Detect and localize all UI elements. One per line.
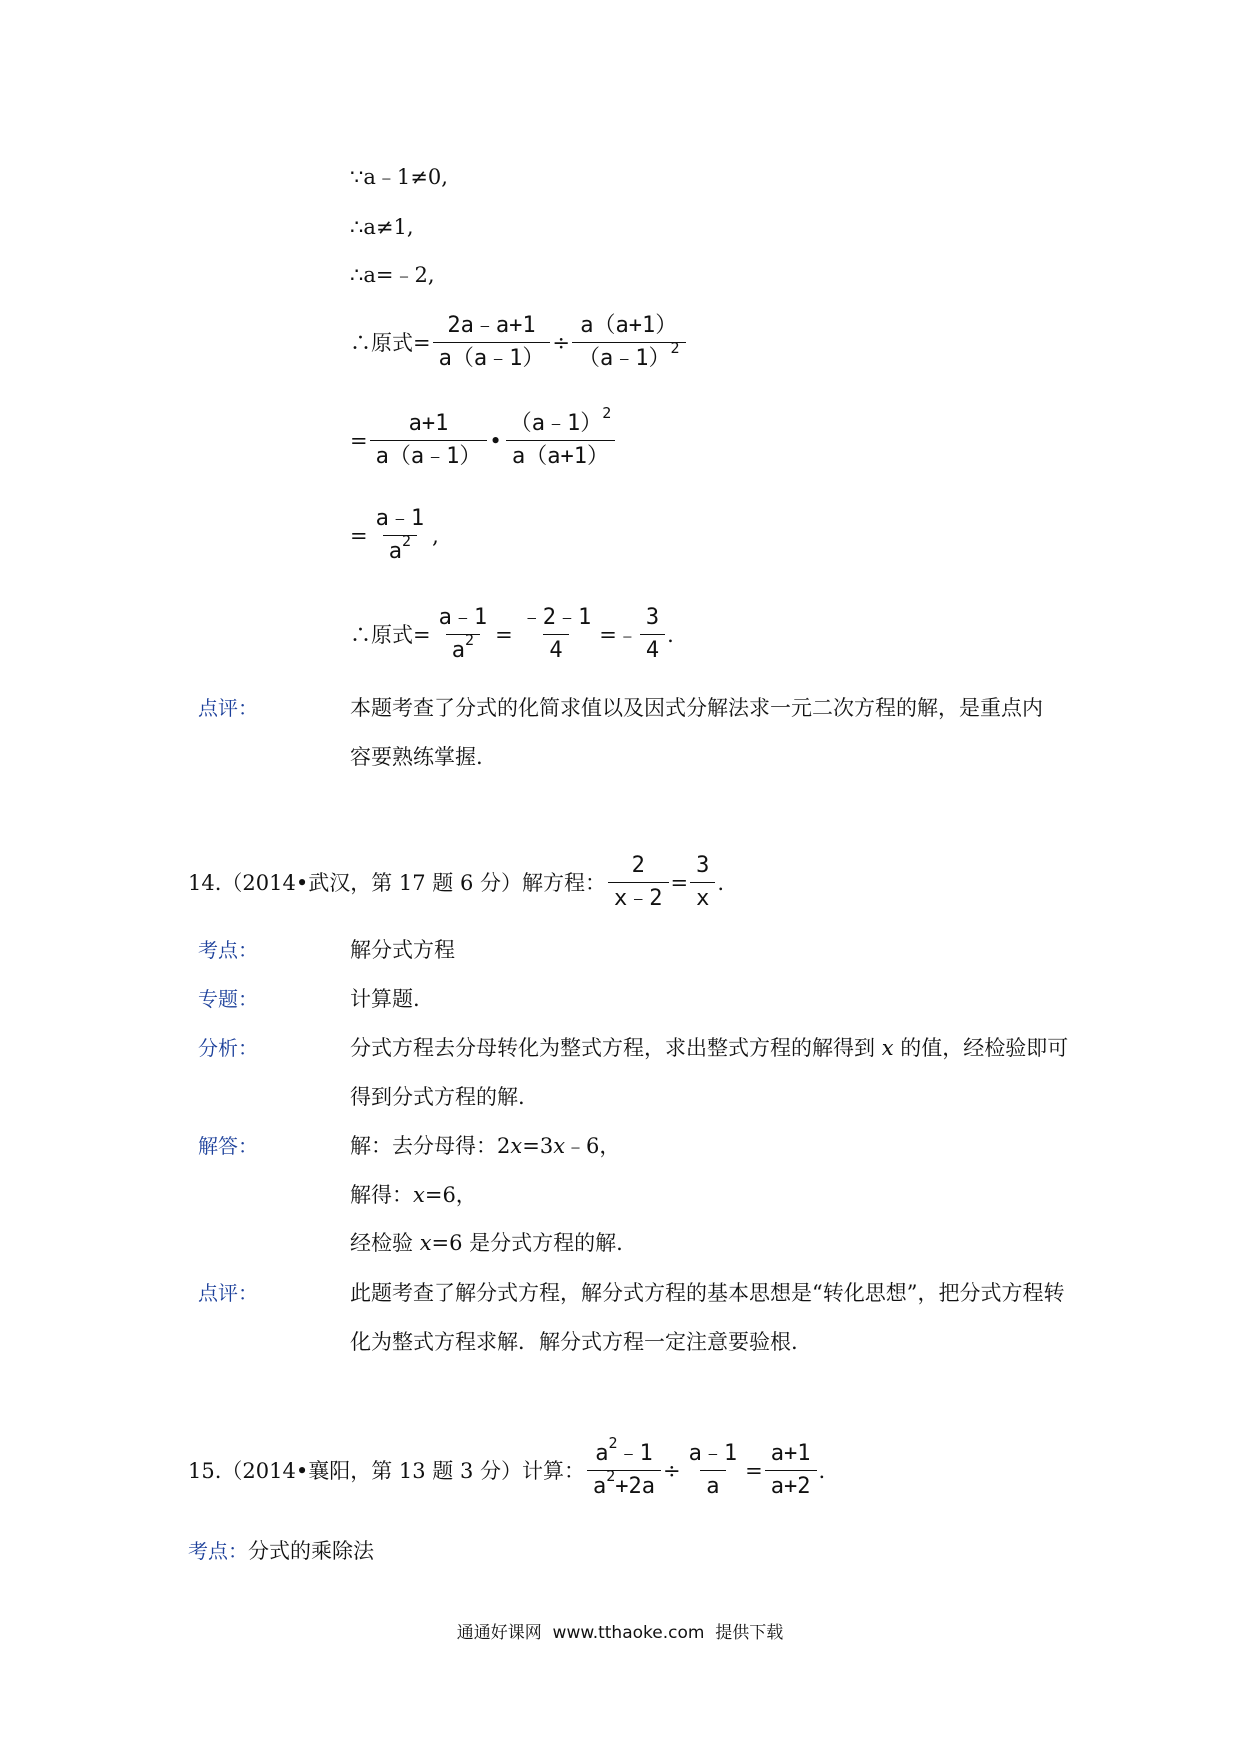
step2-f2-denominator: a（a+1） <box>506 440 615 471</box>
step4-tail: . <box>667 622 674 647</box>
q14-jieda-line-3 <box>350 1228 623 1258</box>
q15-fraction-2 <box>683 1440 744 1501</box>
q15-f1-den-base: a <box>593 1474 607 1499</box>
q14-f2-numerator: 3 <box>696 853 710 878</box>
q15-f1-den-exponent: 2 <box>606 1467 616 1485</box>
q15-heading <box>188 1434 826 1501</box>
step4-f2-numerator: ﹣2﹣1 <box>520 605 592 630</box>
solution-step-2 <box>350 404 619 471</box>
step4-fraction-2 <box>515 604 598 665</box>
step2-f2-num-exponent: 2 <box>602 404 612 422</box>
step4-fraction-3 <box>640 604 665 665</box>
review13-line-2: 容要熟练掌握. <box>350 745 483 769</box>
step4-f1-denominator <box>446 631 480 665</box>
q14-jieda-var-3: x <box>413 1183 425 1207</box>
q15-prefix: 15.（2014•襄阳，第 13 题 3 分）计算： <box>188 1458 586 1483</box>
q14-dianping-line-2: 化为整式方程求解．解分式方程一定注意要验根. <box>350 1330 798 1354</box>
q14-fenxi-1a: 分式方程去分母转化为整式方程，求出整式方程的解得到 <box>350 1036 882 1060</box>
review13-line-1: 本题考查了分式的化简求值以及因式分解法求一元二次方程的解，是重点内 <box>350 696 1043 720</box>
q15-equals: = <box>745 1458 763 1483</box>
q14-jieda-1b: =3 <box>522 1134 554 1158</box>
step1-operator: ÷ <box>552 330 570 355</box>
q14-jieda-var-4: x <box>419 1231 432 1255</box>
solution-step-3 <box>350 505 439 566</box>
step4-f1-den-base: a <box>451 638 465 663</box>
q15-f2-denominator: a <box>700 1470 725 1501</box>
q14-jieda-line-2 <box>350 1180 477 1210</box>
q14-fenxi-label: 分析： <box>198 1036 258 1060</box>
q14-fenxi-line-1 <box>350 1033 1068 1063</box>
step4-f1-numerator: a﹣1 <box>438 605 488 630</box>
q14-jieda-3b: =6 是分式方程的解. <box>431 1231 623 1255</box>
step4-f3-denominator: 4 <box>640 634 665 665</box>
q14-fenxi-line-2: 得到分式方程的解. <box>350 1085 525 1109</box>
step1-lead: ∴原式= <box>350 330 431 355</box>
q14-fenxi-1b: 的值，经检验即可 <box>893 1036 1069 1060</box>
step1-f2-den-base: （a﹣1） <box>577 346 671 371</box>
review13-label: 点评： <box>198 696 258 720</box>
step3-numerator: a﹣1 <box>375 506 425 531</box>
q15-operator: ÷ <box>663 1458 681 1483</box>
step2-f2-numerator <box>504 404 618 440</box>
q14-jieda-2a: 解得： <box>350 1183 413 1207</box>
step2-f2-num-base: （a﹣1） <box>509 411 603 436</box>
q15-f2-numerator: a﹣1 <box>688 1441 738 1466</box>
step2-f1-denominator: a（a﹣1） <box>370 440 488 471</box>
q14-jieda-label: 解答： <box>198 1134 258 1158</box>
step2-f1-numerator: a+1 <box>408 411 449 436</box>
q14-jieda-2b: =6， <box>424 1183 477 1207</box>
q14-zhuanti: 计算题. <box>350 987 420 1011</box>
q14-f1-numerator: 2 <box>631 853 645 878</box>
step4-f2-denominator: 4 <box>543 634 568 665</box>
q14-heading <box>188 852 724 913</box>
q15-f1-denominator <box>587 1467 661 1501</box>
q15-fraction-1 <box>587 1434 661 1501</box>
step3-den-base: a <box>388 539 402 564</box>
q14-dianping-label: 点评： <box>198 1281 258 1305</box>
q15-f1-num-base: a <box>595 1441 609 1466</box>
q14-zhuanti-label: 专题： <box>198 987 258 1011</box>
q15-f1-numerator <box>589 1434 659 1470</box>
step1-f2-den-exponent: 2 <box>670 339 680 357</box>
step1-f1-numerator: 2a﹣a+1 <box>447 313 536 338</box>
step1-fraction-1 <box>433 312 551 373</box>
q15-answer-numerator: a+1 <box>770 1441 811 1466</box>
step2-fraction-2 <box>504 404 618 471</box>
step3-fraction <box>370 505 431 566</box>
step2-operator: • <box>489 428 502 453</box>
q15-kaodian-row <box>188 1536 374 1566</box>
q15-kaodian-label: 考点： <box>188 1539 248 1563</box>
step4-lead: ∴原式= <box>350 622 431 647</box>
step1-f2-denominator <box>572 339 686 373</box>
q15-f1-den-rest: +2a <box>615 1474 656 1499</box>
page-footer: 通通好课网 www.tthaoke.com 提供下载 <box>456 1623 784 1643</box>
step1-fraction-2 <box>572 312 686 373</box>
solution-step-4 <box>350 604 674 665</box>
step2-lead: = <box>350 428 368 453</box>
q14-tail: . <box>717 870 725 895</box>
q14-fraction-1 <box>608 852 669 913</box>
q15-tail: . <box>818 1458 826 1483</box>
step2-fraction-1 <box>370 410 488 471</box>
q14-jieda-1c: ﹣6， <box>565 1134 621 1158</box>
q14-fraction-2 <box>690 852 715 913</box>
solution-line-2: ∴a≠1, <box>350 215 414 239</box>
q14-jieda-1a: 解：去分母得：2 <box>350 1134 511 1158</box>
step1-f2-numerator: a（a+1） <box>580 313 678 338</box>
q14-jieda-line-1 <box>350 1131 620 1161</box>
q14-jieda-var-2: x <box>553 1134 566 1158</box>
step4-f3-numerator: 3 <box>645 605 660 630</box>
step1-f1-denominator: a（a﹣1） <box>433 342 551 373</box>
step4-equals-2: =﹣ <box>599 622 638 647</box>
step4-fraction-1 <box>433 604 494 665</box>
q14-f2-denominator: x <box>690 882 715 913</box>
q14-jieda-3a: 经检验 <box>350 1231 420 1255</box>
q14-fenxi-var: x <box>881 1036 894 1060</box>
step3-den-exponent: 2 <box>401 532 411 550</box>
q15-f1-num-rest: ﹣1 <box>617 1441 653 1466</box>
q15-f1-num-exponent: 2 <box>608 1434 618 1452</box>
solution-step-1 <box>350 312 688 373</box>
step4-f1-den-exponent: 2 <box>464 631 474 649</box>
q15-kaodian: 分式的乘除法 <box>248 1539 374 1563</box>
q14-dianping-line-1: 此题考查了解分式方程，解分式方程的基本思想是“转化思想”，把分式方程转 <box>350 1281 1065 1305</box>
q14-jieda-var-1: x <box>510 1134 523 1158</box>
step3-denominator <box>383 532 417 566</box>
q15-answer-fraction <box>765 1440 817 1501</box>
q14-f1-denominator: x﹣2 <box>608 882 669 913</box>
q15-answer-denominator: a+2 <box>765 1470 817 1501</box>
q14-kaodian-label: 考点： <box>198 938 258 962</box>
solution-line-1: ∵a﹣1≠0, <box>350 165 448 189</box>
q14-equals: = <box>670 870 689 895</box>
step3-lead: = <box>350 523 368 548</box>
step3-tail: , <box>432 523 439 548</box>
q14-prefix: 14.（2014•武汉，第 17 题 6 分）解方程： <box>188 870 607 895</box>
q14-kaodian: 解分式方程 <box>350 938 455 962</box>
solution-line-3: ∴a=﹣2, <box>350 263 435 287</box>
step4-equals-1: = <box>495 622 513 647</box>
